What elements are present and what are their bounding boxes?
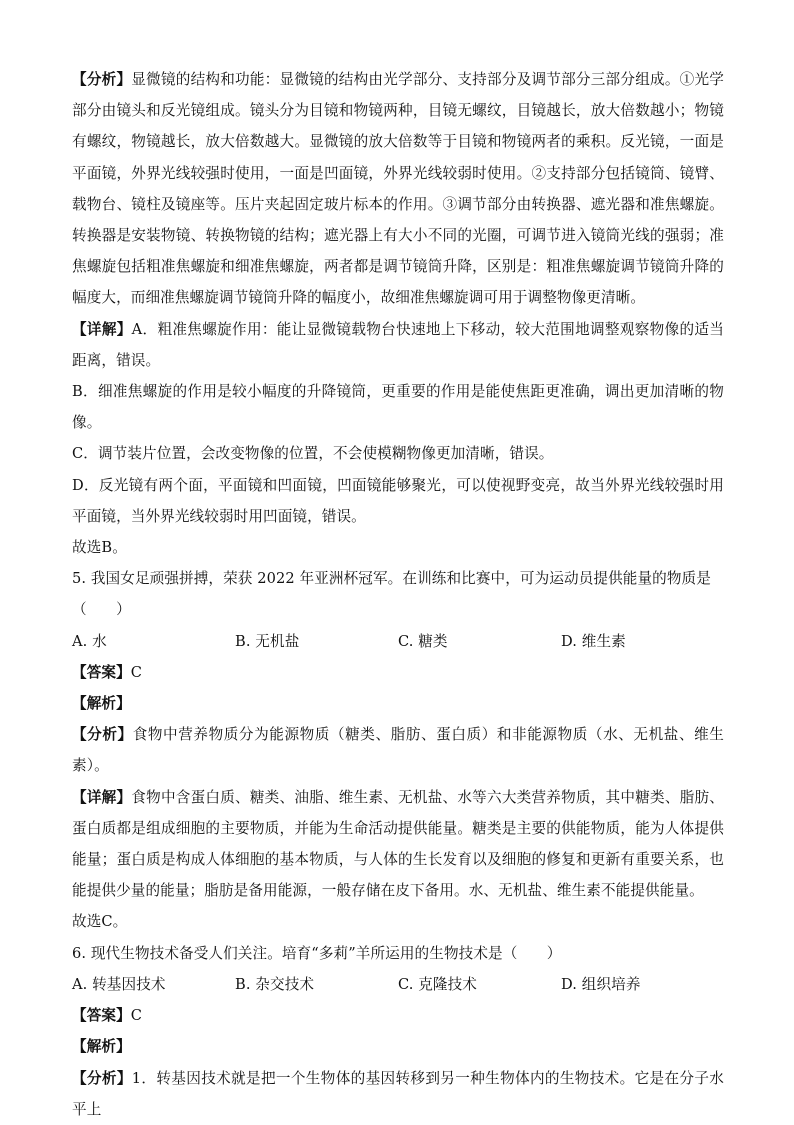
q5-option-c: C. 糖类 xyxy=(398,632,448,650)
q5-blank: （ ） xyxy=(72,601,131,619)
q6-option-a: A. 转基因技术 xyxy=(72,975,166,993)
q4-detail-b: B．细准焦螺旋的作用是较小幅度的升降镜筒，更重要的作用是能使焦距更准确，调出更加清晰的物像。 xyxy=(72,383,724,432)
q5-analysis-text: 食物中营养物质分为能源物质（糖类、脂肪、蛋白质）和非能源物质（水、无机盐、维生素）。 xyxy=(72,726,724,775)
q5-analysis xyxy=(72,719,724,781)
q4-detail-d: D．反光镜有两个面，平面镜和凹面镜，凹面镜能够聚光，可以使视野变亮，故当外界光线较强时用平面镜，当外界光线较弱时用凹面镜，错误。 xyxy=(72,476,724,525)
q5-options xyxy=(72,626,724,657)
page-content xyxy=(72,64,724,1125)
q4-detail-a xyxy=(72,314,724,376)
q4-analysis xyxy=(72,64,724,314)
q5-stem: 5. 我国女足顽强拼搏，荣获 2022 年亚洲杯冠军。在训练和比赛中，可为运动员提供能量的物质是 xyxy=(72,570,711,588)
q4-analysis-text: 显微镜的结构和功能：显微镜的结构由光学部分、支持部分及调节部分三部分组成。①光学部分由镜头和反光镜组成。镜头分为目镜和物镜两种，目镜无螺纹，目镜越长，放大倍数越小；物镜有螺纹，物镜越长，放大倍数越大。显微镜的放大倍数等于目镜和物镜两者的乘积。反光镜，一面是平面镜，外界光线较强时使用，一面是凹面镜，外界光线较弱时使用。②支持部分包括镜筒、镜臂、载物台、镜柱及镜座等。压片夹起固定玻片标本的作用。③调节部分由转换器、遮光器和准焦螺旋。转换器是安装物镜、转换物镜的结构；遮光器上有大小不同的光圈，可调节进入镜筒光线的强弱；准焦螺旋包括粗准焦螺旋和细准焦螺旋，两者都是调节镜筒升降，区别是：粗准焦螺旋调节镜筒升降的幅度大，而细准焦螺旋调节镜筒升降的幅度小，故细准焦螺旋调可用于调整物像更清晰。 xyxy=(72,71,724,307)
q6-analysis-tag: 【分析】 xyxy=(72,1069,132,1087)
q6-solution-tag: 【解析】 xyxy=(72,1038,131,1056)
q6-answer-tag: 【答案】 xyxy=(72,1007,131,1025)
q5-solution-heading xyxy=(72,688,724,719)
q4-detail-tag: 【详解】 xyxy=(72,320,132,338)
q5-answer-tag: 【答案】 xyxy=(72,663,131,681)
q4-conclusion: 故选B。 xyxy=(72,539,127,557)
q4-analysis-tag: 【分析】 xyxy=(72,71,132,88)
q6-stem: 6. 现代生物技术备受人们关注。培育“多莉”羊所运用的生物技术是（ ） xyxy=(72,944,562,962)
q6-analysis xyxy=(72,1063,724,1125)
q5-detail-tag: 【详解】 xyxy=(72,788,132,806)
q6-option-d: D. 组织培养 xyxy=(561,975,641,993)
q5-detail xyxy=(72,782,724,907)
q5-answer-value: C xyxy=(130,663,143,681)
q5-conclusion: 故选C。 xyxy=(72,913,128,931)
q6-option-c: C. 克隆技术 xyxy=(398,975,477,993)
q4-detail-a-text: A．粗准焦螺旋作用：能让显微镜载物台快速地上下移动，较大范围地调整观察物像的适当距离，错误。 xyxy=(72,320,725,369)
q5-analysis-tag: 【分析】 xyxy=(72,726,133,744)
q5-solution-tag: 【解析】 xyxy=(72,695,131,713)
q6-answer xyxy=(72,1000,724,1031)
q5-answer xyxy=(72,657,724,688)
q5-option-a: A. 水 xyxy=(72,632,107,650)
q4-detail-c: C．调节装片位置，会改变物像的位置，不会使模糊物像更加清晰，错误。 xyxy=(72,445,554,463)
q6-solution-heading xyxy=(72,1031,724,1062)
q6-option-b: B. 杂交技术 xyxy=(235,975,315,993)
q5-option-b: B. 无机盐 xyxy=(235,632,300,650)
q5-option-d: D. 维生素 xyxy=(561,632,626,650)
q6-options xyxy=(72,969,724,1000)
q5-detail-text: 食物中含蛋白质、糖类、油脂、维生素、无机盐、水等六大类营养物质，其中糖类、脂肪、蛋白质都是组成细胞的主要物质，并能为生命活动提供能量。糖类是主要的供能物质，能为人体提供能量；蛋白质是构成人体细胞的基本物质，与人体的生长发育以及细胞的修复和更新有重要关系，也能提供少量的能量；脂肪是备用能源，一般存储在皮下备用。水、无机盐、维生素不能提供能量。 xyxy=(72,788,724,900)
q6-answer-value: C xyxy=(130,1007,143,1025)
q6-analysis-text: 1．转基因技术就是把一个生物体的基因转移到另一种生物体内的生物技术。它是在分子水平上 xyxy=(72,1069,724,1118)
